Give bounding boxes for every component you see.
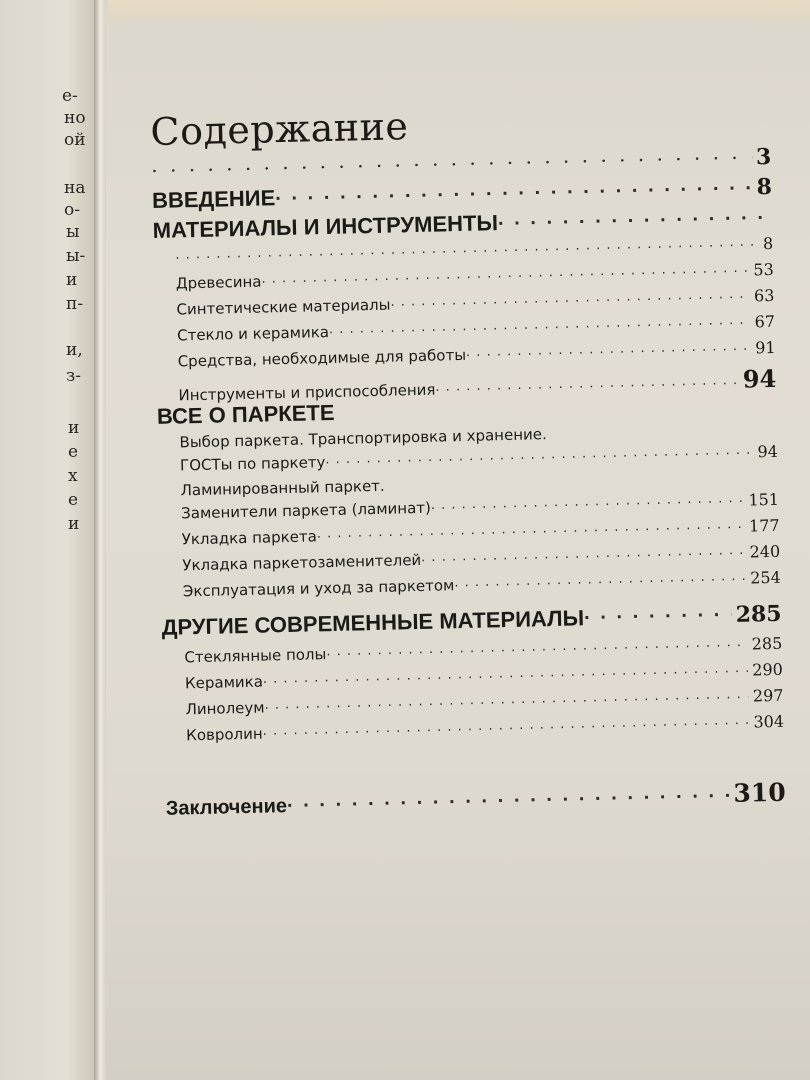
item-title: Стекло и керамика [176, 322, 330, 345]
dot-leader [584, 603, 732, 629]
section-title: МАТЕРИАЛЫ И ИНСТРУМЕНТЫ [152, 210, 499, 243]
section-title: ДРУГИЕ СОВРЕМЕННЫЕ МАТЕРИАЛЫ [161, 605, 585, 640]
page-number: 67 [754, 311, 776, 332]
page-number: 290 [752, 659, 784, 680]
left-text-fragment: ы- [66, 246, 86, 266]
left-text-fragment: х [68, 466, 78, 486]
page-number: 53 [753, 259, 774, 280]
item-title: Инструменты и приспособления [178, 380, 436, 405]
page-number: 285 [735, 600, 782, 628]
left-text-fragment: о- [64, 200, 80, 220]
toc-title: Содержание [150, 104, 409, 154]
left-text-fragment: и [68, 514, 80, 534]
left-page [0, 0, 96, 1080]
page-number: 151 [748, 489, 780, 510]
left-text-fragment: и [66, 270, 78, 290]
section-title: Заключение [165, 795, 288, 820]
dot-leader [390, 290, 750, 313]
page-number: 310 [733, 777, 786, 808]
table-of-contents [150, 96, 786, 822]
page-number: 304 [753, 711, 785, 732]
left-text-fragment: и [68, 418, 80, 438]
dot-leader [454, 573, 746, 595]
dot-leader [317, 521, 746, 546]
page-number: 297 [752, 685, 784, 706]
section-title: ВСЕ О ПАРКЕТЕ [156, 399, 335, 429]
left-text-fragment: но [64, 108, 86, 128]
item-title: Линолеум [185, 698, 265, 719]
dot-leader [421, 547, 746, 569]
item-title: Укладка паркета [181, 527, 318, 549]
dot-leader [498, 207, 769, 236]
dot-leader [326, 639, 748, 664]
item-title: Синтетические материалы [176, 295, 391, 319]
item-title: Керамика [184, 672, 264, 693]
item-title: Стеклянные полы [184, 645, 327, 667]
item-title: ГОСТы по паркету [179, 453, 326, 475]
page-number: 63 [753, 285, 775, 306]
item-title: Средства, необходимые для работы [177, 345, 467, 371]
page-number: 254 [750, 567, 781, 588]
left-text-fragment: и, [66, 340, 83, 360]
dot-leader [329, 316, 751, 341]
left-text-fragment: е [68, 442, 79, 462]
section-title: ВВЕДЕНИЕ [151, 185, 276, 213]
left-text-fragment: на [64, 178, 86, 198]
left-text-fragment: ой [64, 130, 86, 150]
page-number: 285 [751, 633, 783, 654]
item-title: Выбор паркета. Транспортировка и хранение. [179, 425, 547, 452]
left-text-fragment: п- [66, 294, 84, 314]
item-title: Укладка паркетозаменителей [182, 550, 422, 575]
dot-leader [325, 446, 753, 471]
page-number: 3 [755, 143, 772, 171]
page-number: 177 [748, 515, 780, 536]
item-title: Заменители паркета (ламинат) [180, 498, 432, 523]
item-title: Эксплуатация и уход за паркетом [182, 576, 455, 601]
dot-leader [431, 495, 745, 517]
left-text-fragment: е- [62, 86, 78, 106]
left-text-fragment: ы [66, 222, 80, 242]
dot-leader [466, 342, 751, 363]
item-title: Ковролин [185, 724, 263, 745]
page-number: 240 [749, 541, 781, 562]
left-text-fragment: е [68, 490, 79, 510]
page-number: 8 [762, 233, 774, 254]
item-title: Древесина [175, 272, 262, 293]
page-number: 94 [757, 441, 779, 462]
item-title: Ламинированный паркет. [180, 476, 385, 500]
page-number: 8 [756, 173, 773, 201]
page-number: 91 [754, 337, 776, 358]
left-text-fragment: з- [66, 366, 82, 386]
page-number: 94 [742, 363, 777, 394]
page-top-edge [108, 0, 810, 22]
